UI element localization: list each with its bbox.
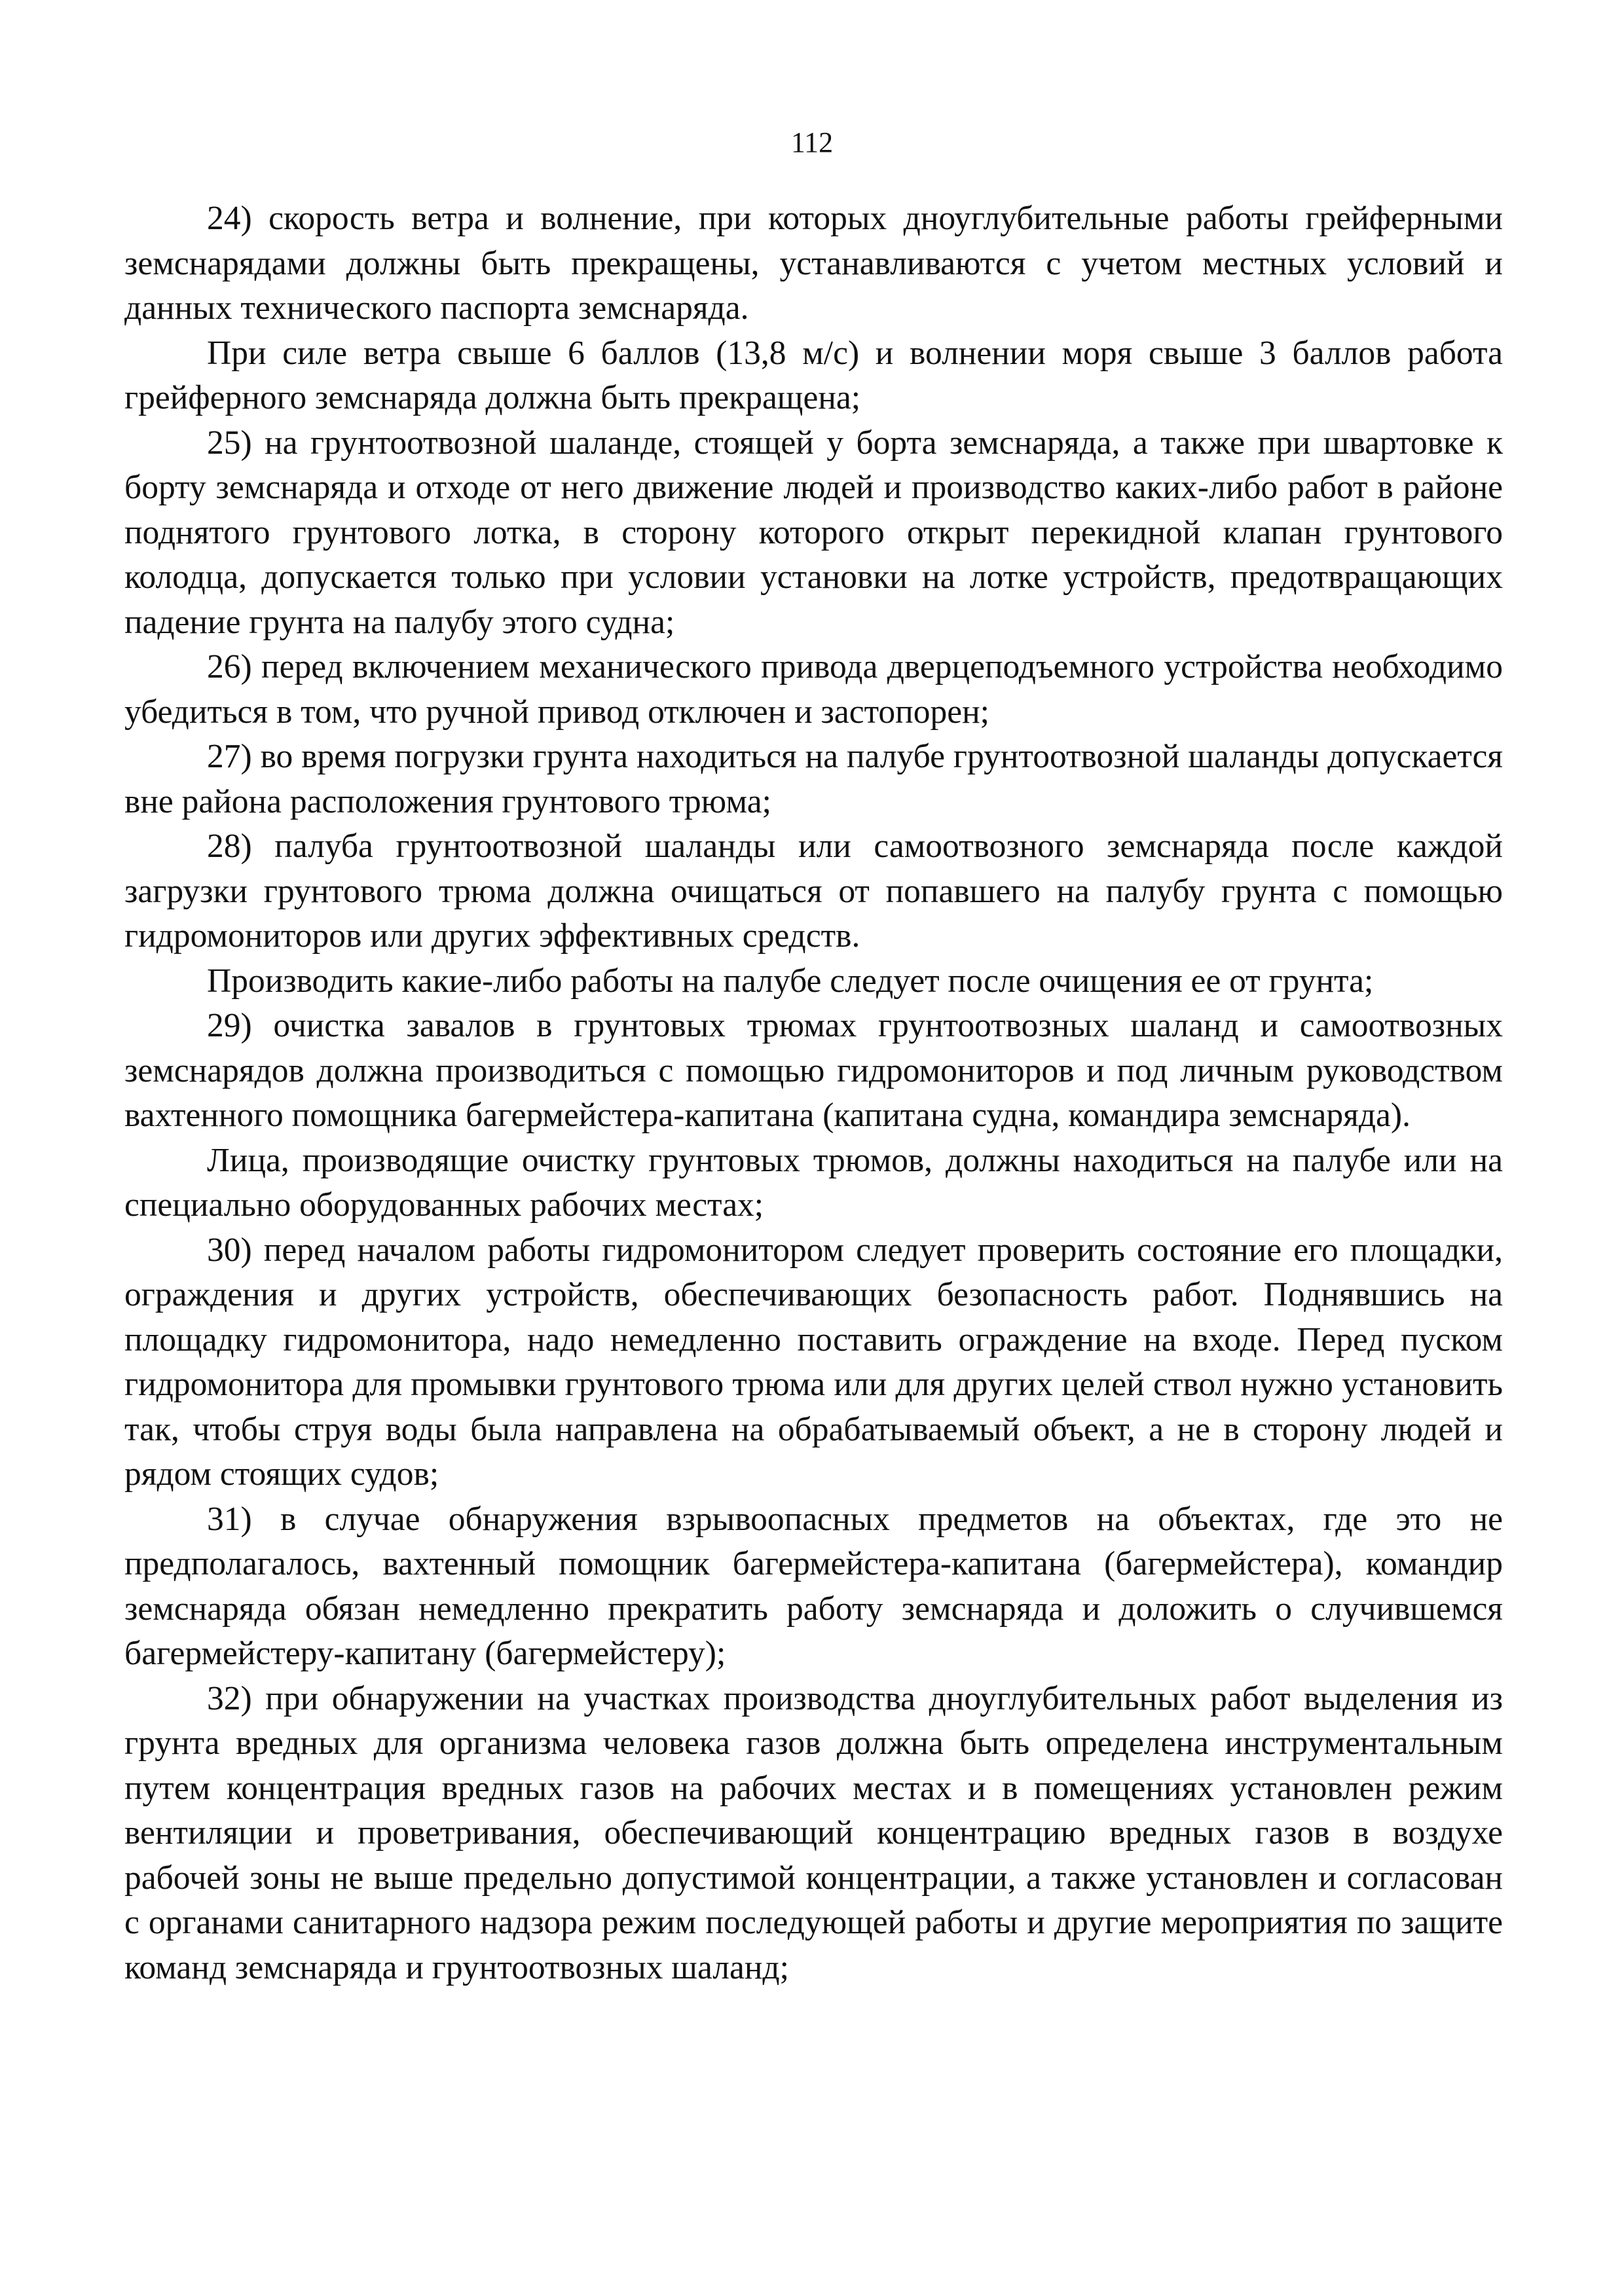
clause-24: 24) скорость ветра и волнение, при которых дноуглубительные работы грейферными земснарядами должны быть прекращены, устанавливаются с учетом местных условий и данных технического паспорта земснаряда. xyxy=(124,200,1503,327)
clause-30: 30) перед началом работы гидромонитором следует проверить состояние его площадки, ограждения и других устройств, обеспечивающих безопасность работ. Поднявшись на площадку гидромонитора, надо немедленно поставить ограждение на входе. Перед пуском гидромонитора для промывки грунтового трюма или для других целей ствол нужно установить так, чтобы струя воды была направлена на обрабатываемый объект, а не в сторону людей и рядом стоящих судов; xyxy=(124,1231,1503,1493)
clause-31: 31) в случае обнаружения взрывоопасных предметов на объектах, где это не предполагалось, вахтенный помощник багермейстера-капитана (багермейстера), командир земснаряда обязан немедленно прекратить работу земснаряда и доложить о случившемся багермейстеру-капитану (багермейстеру); xyxy=(124,1500,1503,1672)
clause-26: 26) перед включением механического привода дверцеподъемного устройства необходимо убедиться в том, что ручной привод отключен и застопорен; xyxy=(124,648,1503,731)
clause-25: 25) на грунтоотвозной шаланде, стоящей у борта земснаряда, а также при швартовке к борту земснаряда и отходе от него движение людей и производство каких-либо работ в районе поднятого грунтового лотка, в сторону которого открыт перекидной клапан грунтового колодца, допускается только при условии установки на лотке устройств, предотвращающих падение грунта на палубу этого судна; xyxy=(124,424,1503,641)
document-body xyxy=(124,196,1503,1990)
clause-27: 27) во время погрузки грунта находиться на палубе грунтоотвозной шаланды допускается вне района расположения грунтового трюма; xyxy=(124,738,1503,820)
clause-32: 32) при обнаружении на участках производства дноуглубительных работ выделения из грунта вредных для организма человека газов должна быть определена инструментальным путем концентрация вредных газов на рабочих местах и в помещениях установлен режим вентиляции и проветривания, обеспечивающий концентрацию вредных газов в воздухе рабочей зоны не выше предельно допустимой концентрации, а также установлен и согласован с органами санитарного надзора режим последующей работы и другие мероприятия по защите команд земснаряда и грунтоотвозных шаланд; xyxy=(124,1679,1503,1986)
page-number: 112 xyxy=(790,126,834,158)
clause-29: 29) очистка завалов в грунтовых трюмах грунтоотвозных шаланд и самоотвозных земснарядов должна производиться с помощью гидромониторов и под личным руководством вахтенного помощника багермейстера-капитана (капитана судна, командира земснаряда). xyxy=(124,1007,1503,1134)
clause-28-deck-work: Производить какие-либо работы на палубе следует после очищения ее от грунта; xyxy=(207,962,1374,1000)
clause-24-wind-limit: При силе ветра свыше 6 баллов (13,8 м/с) и волнении моря свыше 3 баллов работа грейферного земснаряда должна быть прекращена; xyxy=(124,334,1503,416)
clause-29-persons: Лица, производящие очистку грунтовых трюмов, должны находиться на палубе или на специально оборудованных рабочих местах; xyxy=(124,1141,1503,1224)
clause-28: 28) палуба грунтоотвозной шаланды или самоотвозного земснаряда после каждой загрузки грунтового трюма должна очищаться от попавшего на палубу грунта с помощью гидромониторов или других эффективных средств. xyxy=(124,828,1503,955)
